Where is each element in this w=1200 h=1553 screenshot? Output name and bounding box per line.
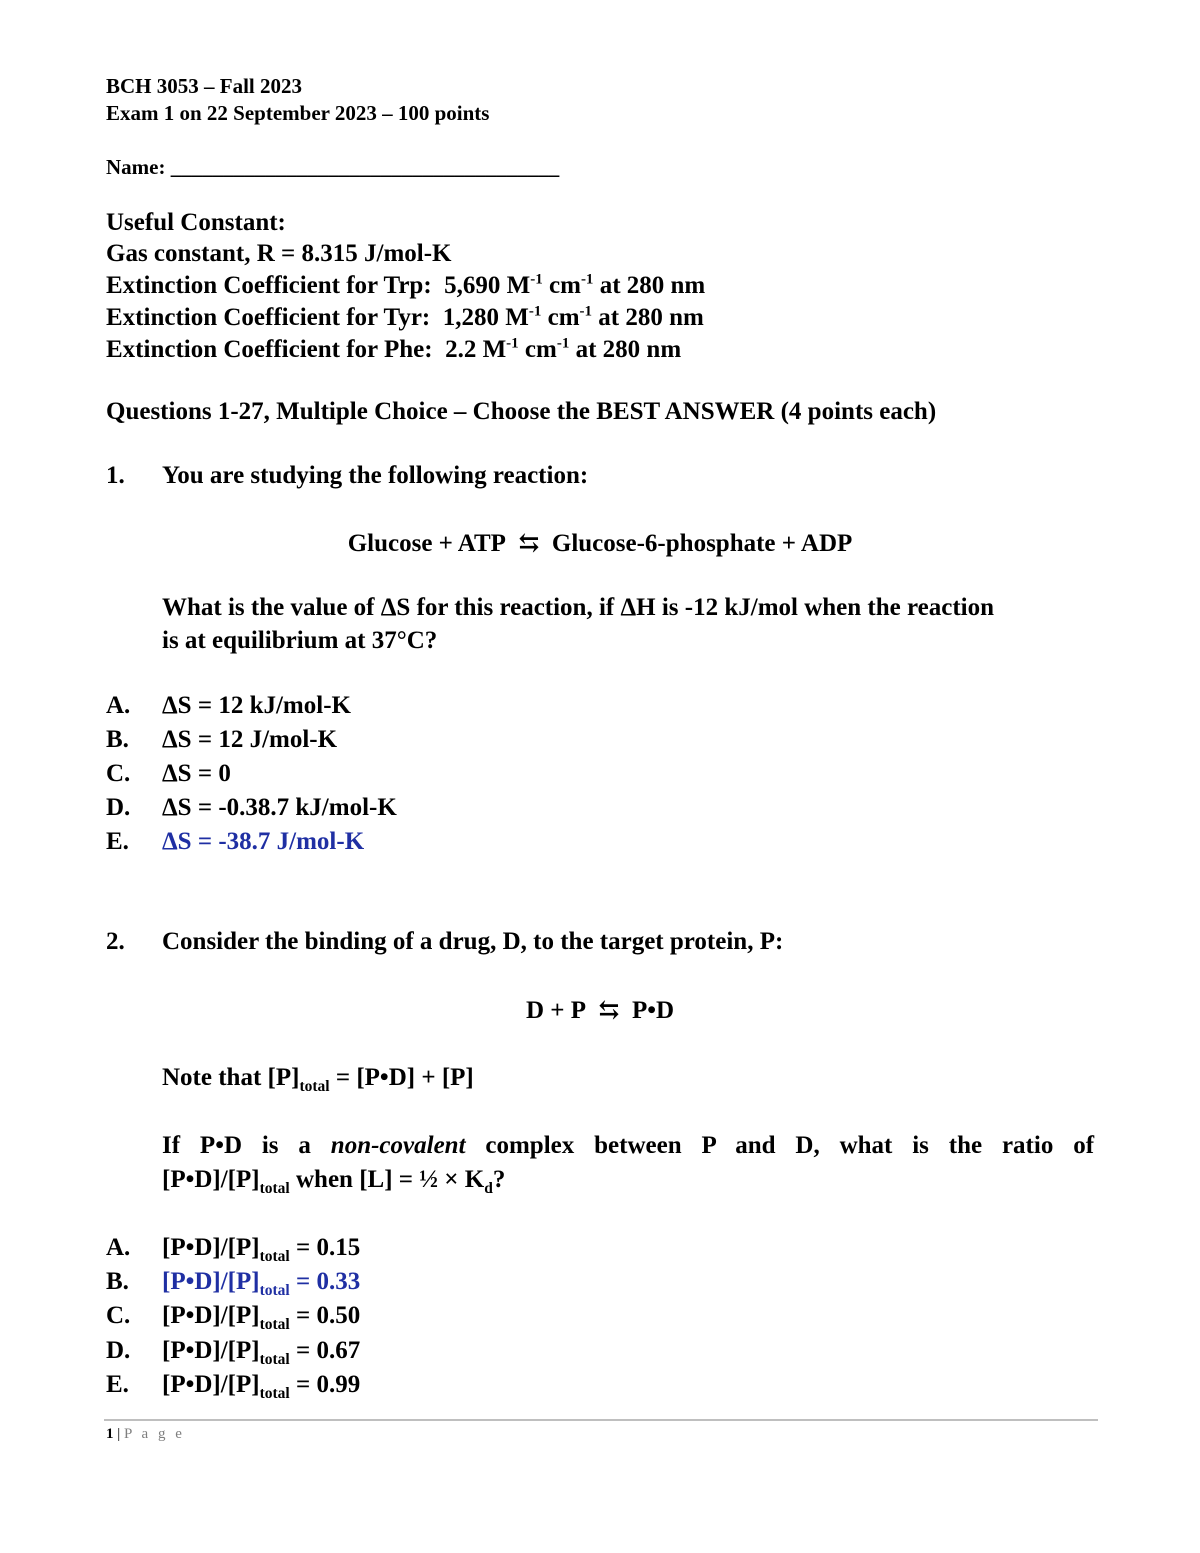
q2-option-c-letter: C. xyxy=(106,1302,131,1329)
equilibrium-arrow-icon: ⇆ xyxy=(518,530,540,557)
phe-coefficient: Extinction Coefficient for Phe: 2.2 $M^{-1}$ $cm^{-1}$ at 280 nm xyxy=(106,335,682,363)
q2-option-c[interactable]: $[P•D]/[P]_{total} = 0.50$ xyxy=(162,1302,361,1333)
gas-constant: Gas constant, R = 8.315 J/mol-K xyxy=(106,240,452,267)
q1-reaction: Glucose + ATP ⇆ Glucose-6-phosphate + ADP xyxy=(347,530,853,557)
q1-option-e-correct[interactable]: ΔS = -38.7 J/mol-K xyxy=(162,828,365,855)
name-field xyxy=(106,155,559,180)
exam-title: Exam 1 on 22 September 2023 – 100 points xyxy=(106,101,490,125)
q1-option-a[interactable]: ΔS = 12 kJ/mol-K xyxy=(162,692,351,719)
q2-option-b-correct[interactable]: $[P•D]/[P]_{total} = 0.33$ xyxy=(162,1268,361,1299)
q2-option-a-letter: A. xyxy=(106,1234,131,1261)
page-label: P a g e xyxy=(124,1426,185,1442)
q1-option-e-letter: E. xyxy=(106,828,129,855)
footer-divider xyxy=(104,1419,1098,1421)
page-number: 1 xyxy=(106,1426,114,1442)
q1-option-b[interactable]: ΔS = 12 J/mol-K xyxy=(162,726,338,753)
footer-separator: | xyxy=(117,1426,121,1442)
name-label: Name: xyxy=(106,155,166,179)
q1-question-line2: is at equilibrium at 37°C? xyxy=(162,627,438,654)
page-footer xyxy=(106,1426,185,1443)
q2-option-e[interactable]: $[P•D]/[P]_{total} = 0.99$ xyxy=(162,1371,361,1402)
q1-prompt: You are studying the following reaction: xyxy=(162,462,589,489)
q2-option-e-letter: E. xyxy=(106,1371,129,1398)
section-title: Questions 1-27, Multiple Choice – Choose the BEST ANSWER (4 points each) xyxy=(106,398,937,425)
q1-option-c[interactable]: ΔS = 0 xyxy=(162,760,231,787)
name-line: _____________________________________ xyxy=(170,155,560,179)
trp-coefficient: Extinction Coefficient for Trp: 5,690 $M^{-1}$ $cm^{-1}$ at 280 nm xyxy=(106,271,706,299)
q2-reaction: D + P ⇆ P•D xyxy=(525,997,675,1024)
q1-option-a-letter: A. xyxy=(106,692,131,719)
q1-number: 1. xyxy=(106,462,125,489)
q2-option-d-letter: D. xyxy=(106,1337,131,1364)
q1-option-c-letter: C. xyxy=(106,760,131,787)
q2-question-line1: If P•D is a non-covalent complex between P and D, what is the ratio of xyxy=(162,1132,1095,1159)
q2-number: 2. xyxy=(106,928,125,955)
q1-option-d-letter: D. xyxy=(106,794,131,821)
constants-title: Useful Constant: xyxy=(106,209,286,236)
q2-note: Note that $[P]_{total}$ = [P•D] + [P] xyxy=(162,1064,474,1095)
q2-option-a[interactable]: $[P•D]/[P]_{total} = 0.15$ xyxy=(162,1234,361,1265)
q1-option-b-letter: B. xyxy=(106,726,129,753)
q1-question-line1: What is the value of ΔS for this reaction, if ΔH is -12 kJ/mol when the reaction xyxy=(162,594,995,621)
q2-option-d[interactable]: $[P•D]/[P]_{total} = 0.67$ xyxy=(162,1337,361,1368)
q1-option-d[interactable]: ΔS = -0.38.7 kJ/mol-K xyxy=(162,794,397,821)
q2-option-b-letter: B. xyxy=(106,1268,129,1295)
tyr-coefficient: Extinction Coefficient for Tyr: 1,280 $M^{-1}$ $cm^{-1}$ at 280 nm xyxy=(106,303,704,331)
q2-question-line2: $[P•D]/[P]_{total}$ when [L] = ½ × $K_d$? xyxy=(162,1166,506,1197)
equilibrium-arrow-icon: ⇆ xyxy=(598,997,620,1024)
course-title: BCH 3053 – Fall 2023 xyxy=(106,74,303,98)
q2-prompt: Consider the binding of a drug, D, to the target protein, P: xyxy=(162,928,784,955)
